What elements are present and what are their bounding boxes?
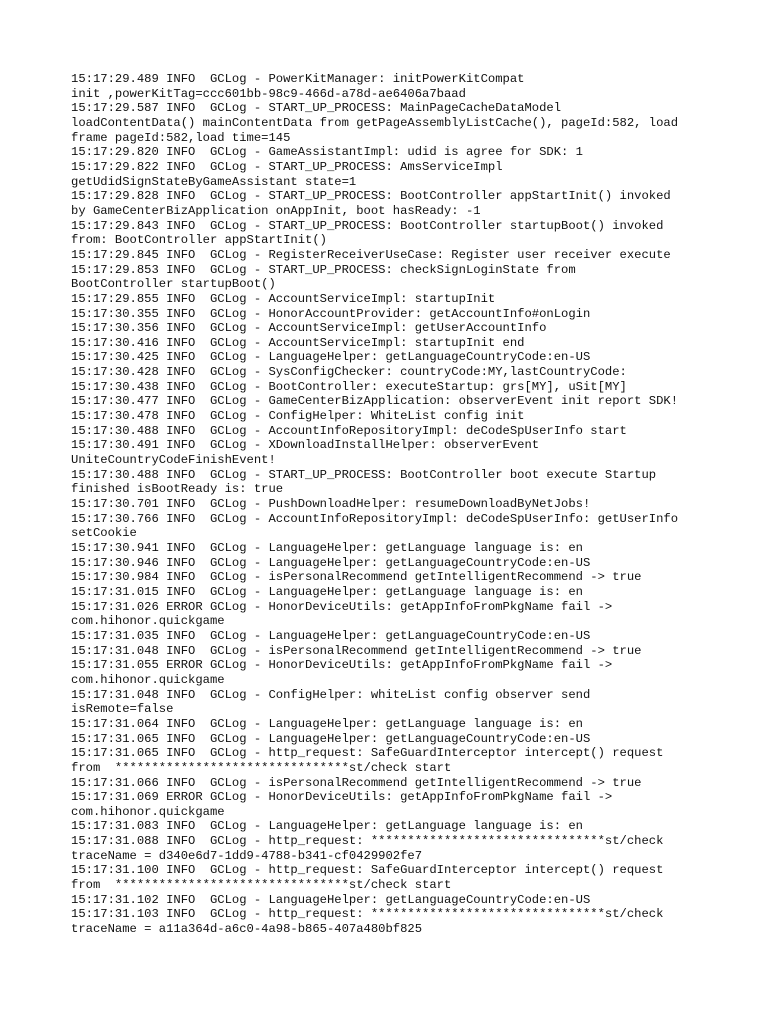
log-line: 15:17:31.026 ERROR GCLog - HonorDeviceUtils: getAppInfoFromPkgName fail -> bbox=[71, 599, 613, 614]
log-line: traceName = a11a364d-a6c0-4a98-b865-407a480bf825 bbox=[71, 922, 423, 937]
log-line: com.hihonor.quickgame bbox=[71, 672, 225, 687]
log-line: 15:17:31.064 INFO GCLog - LanguageHelper: getLanguage language is: en bbox=[71, 716, 583, 731]
log-line: 15:17:30.488 INFO GCLog - START_UP_PROCESS: BootController boot execute Startup bbox=[71, 467, 657, 482]
log-line: 15:17:30.477 INFO GCLog - GameCenterBizApplication: observerEvent init report SDK! bbox=[71, 394, 679, 409]
log-line: 15:17:30.425 INFO GCLog - LanguageHelper: getLanguageCountryCode:en-US bbox=[71, 350, 591, 365]
log-line: com.hihonor.quickgame bbox=[71, 804, 225, 819]
log-line: 15:17:29.489 INFO GCLog - PowerKitManager: initPowerKitCompat bbox=[71, 72, 525, 86]
log-line: 15:17:30.946 INFO GCLog - LanguageHelper: getLanguageCountryCode:en-US bbox=[71, 555, 591, 570]
log-line: 15:17:30.766 INFO GCLog - AccountInfoRepositoryImpl: deCodeSpUserInfo: getUserInfo bbox=[71, 511, 679, 526]
log-line: 15:17:31.100 INFO GCLog - http_request: SafeGuardInterceptor intercept() request bbox=[71, 863, 664, 878]
log-line: 15:17:31.065 INFO GCLog - LanguageHelper: getLanguageCountryCode:en-US bbox=[71, 731, 591, 746]
log-line: by GameCenterBizApplication onAppInit, boot hasReady: -1 bbox=[71, 203, 481, 218]
log-line: 15:17:29.845 INFO GCLog - RegisterReceiverUseCase: Register user receiver execute bbox=[71, 247, 671, 262]
log-line: 15:17:31.069 ERROR GCLog - HonorDeviceUtils: getAppInfoFromPkgName fail -> bbox=[71, 790, 613, 805]
log-line: 15:17:31.088 INFO GCLog - http_request: ********************************st/check bbox=[71, 834, 664, 849]
log-line: 15:17:31.065 INFO GCLog - http_request: SafeGuardInterceptor intercept() request bbox=[71, 746, 664, 761]
log-line: 15:17:30.416 INFO GCLog - AccountServiceImpl: startupInit end bbox=[71, 335, 525, 350]
log-line: 15:17:31.035 INFO GCLog - LanguageHelper: getLanguageCountryCode:en-US bbox=[71, 628, 591, 643]
log-line: from: BootController appStartInit() bbox=[71, 233, 327, 248]
log-line: 15:17:31.083 INFO GCLog - LanguageHelper: getLanguage language is: en bbox=[71, 819, 583, 834]
log-line: 15:17:30.701 INFO GCLog - PushDownloadHelper: resumeDownloadByNetJobs! bbox=[71, 497, 591, 512]
log-line: 15:17:29.822 INFO GCLog - START_UP_PROCESS: AmsServiceImpl bbox=[71, 159, 503, 174]
log-line: 15:17:29.820 INFO GCLog - GameAssistantImpl: udid is agree for SDK: 1 bbox=[71, 145, 583, 160]
log-line: 15:17:30.488 INFO GCLog - AccountInfoRepositoryImpl: deCodeSpUserInfo start bbox=[71, 423, 627, 438]
log-line: 15:17:30.478 INFO GCLog - ConfigHelper: WhiteList config init bbox=[71, 409, 525, 424]
log-line: 15:17:29.828 INFO GCLog - START_UP_PROCESS: BootController appStartInit() invoked bbox=[71, 189, 671, 204]
log-line: 15:17:29.853 INFO GCLog - START_UP_PROCESS: checkSignLoginState from bbox=[71, 262, 576, 277]
log-line: loadContentData() mainContentData from getPageAssemblyListCache(), pageId:582, load bbox=[71, 115, 679, 130]
log-line: getUdidSignStateByGameAssistant state=1 bbox=[71, 174, 357, 189]
log-line: 15:17:30.491 INFO GCLog - XDownloadInstallHelper: observerEvent bbox=[71, 438, 540, 453]
log-line: from ********************************st/check start bbox=[71, 878, 452, 893]
log-line: from ********************************st/check start bbox=[71, 760, 452, 775]
log-line: 15:17:31.103 INFO GCLog - http_request: ********************************st/check bbox=[71, 907, 664, 922]
log-line: traceName = d340e6d7-1dd9-4788-b341-cf0429902fe7 bbox=[71, 848, 423, 863]
log-line: 15:17:30.941 INFO GCLog - LanguageHelper: getLanguage language is: en bbox=[71, 541, 583, 555]
log-line: 15:17:31.015 INFO GCLog - LanguageHelper: getLanguage language is: en bbox=[71, 584, 583, 599]
log-line: 15:17:31.055 ERROR GCLog - HonorDeviceUtils: getAppInfoFromPkgName fail -> bbox=[71, 658, 613, 673]
log-line: isRemote=false bbox=[71, 702, 174, 717]
log-line: com.hihonor.quickgame bbox=[71, 614, 225, 629]
log-line: init ,powerKitTag=ccc601bb-98c9-466d-a78d-ae6406a7baad bbox=[71, 86, 466, 101]
log-line: finished isBootReady is: true bbox=[71, 482, 284, 497]
log-line: 15:17:29.855 INFO GCLog - AccountServiceImpl: startupInit bbox=[71, 291, 496, 306]
log-document bbox=[71, 72, 761, 937]
log-line: 15:17:30.984 INFO GCLog - isPersonalRecommend getIntelligentRecommend -> true bbox=[71, 570, 642, 585]
log-line: 15:17:29.843 INFO GCLog - START_UP_PROCESS: BootController startupBoot() invoked bbox=[71, 218, 664, 233]
log-line: frame pageId:582,load time=145 bbox=[71, 130, 291, 145]
log-line: 15:17:31.048 INFO GCLog - isPersonalRecommend getIntelligentRecommend -> true bbox=[71, 643, 642, 658]
log-line: 15:17:31.048 INFO GCLog - ConfigHelper: whiteList config observer send bbox=[71, 687, 591, 702]
log-line: 15:17:30.438 INFO GCLog - BootController: executeStartup: grs[MY], uSit[MY] bbox=[71, 379, 627, 394]
log-line: 15:17:30.355 INFO GCLog - HonorAccountProvider: getAccountInfo#onLogin bbox=[71, 306, 591, 321]
log-line: 15:17:30.428 INFO GCLog - SysConfigChecker: countryCode:MY,lastCountryCode: bbox=[71, 365, 627, 380]
log-line: BootController startupBoot() bbox=[71, 277, 276, 292]
log-line: UniteCountryCodeFinishEvent! bbox=[71, 453, 276, 468]
log-line: 15:17:29.587 INFO GCLog - START_UP_PROCESS: MainPageCacheDataModel bbox=[71, 101, 562, 116]
log-line: 15:17:31.102 INFO GCLog - LanguageHelper: getLanguageCountryCode:en-US bbox=[71, 892, 591, 907]
log-line: 15:17:31.066 INFO GCLog - isPersonalRecommend getIntelligentRecommend -> true bbox=[71, 775, 642, 790]
log-line: 15:17:30.356 INFO GCLog - AccountServiceImpl: getUserAccountInfo bbox=[71, 321, 547, 336]
log-line: setCookie bbox=[71, 526, 137, 541]
